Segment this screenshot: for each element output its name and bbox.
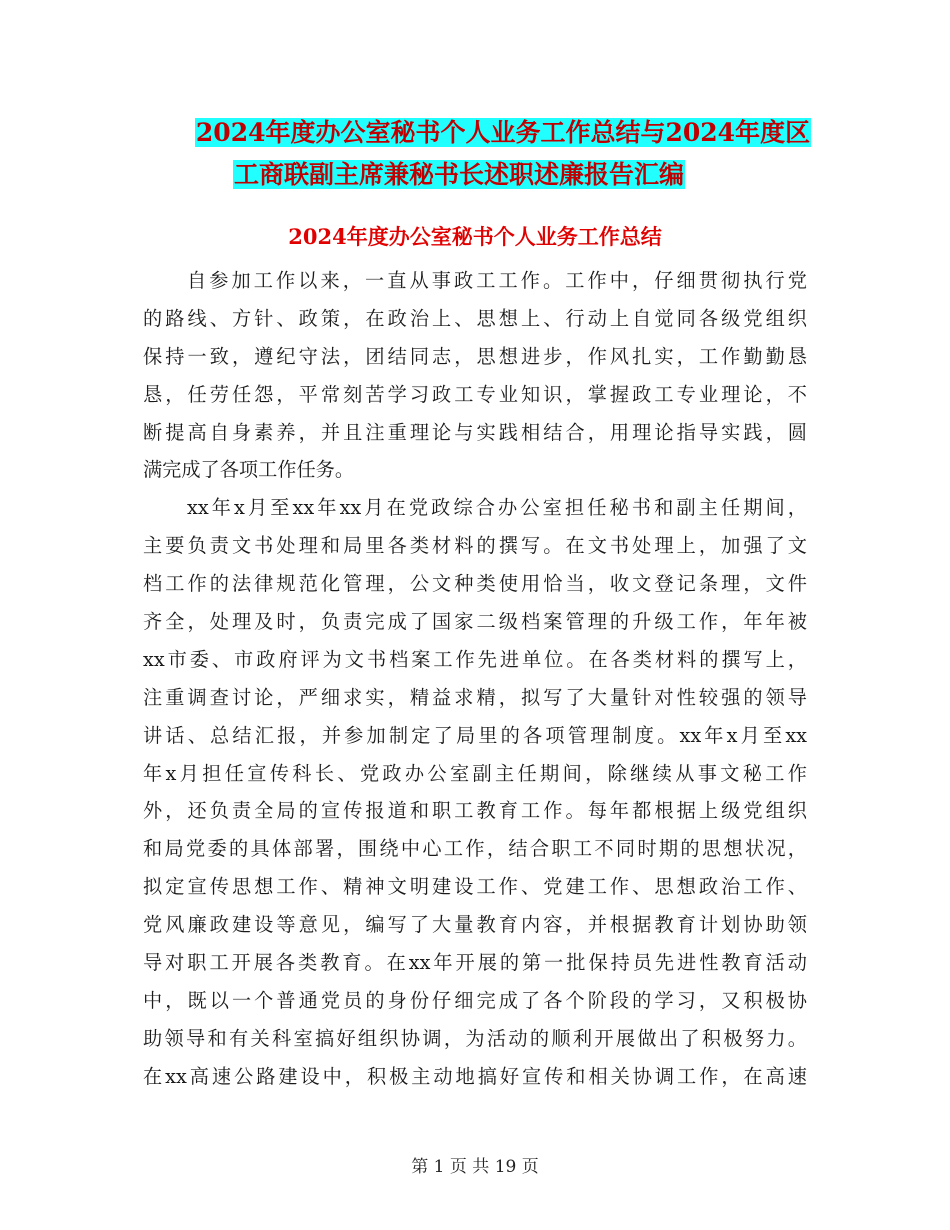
text-line: 中，既以一个普通党员的身份仔细完成了各个阶段的学习，又积极协 — [143, 988, 807, 1012]
text-line: 断提高自身素养，并且注重理论与实践相结合，用理论指导实践，圆 — [143, 420, 807, 444]
body-text — [143, 262, 807, 1096]
text-line: xx市委、市政府评为文书档案工作先进单位。在各类材料的撰写上， — [143, 647, 807, 671]
text-line: 导对职工开展各类教育。在xx年开展的第一批保持员先进性教育活动 — [143, 951, 807, 975]
document-title-line-2 — [0, 157, 934, 193]
text-line: 拟定宣传思想工作、精神文明建设工作、党建工作、思想政治工作、 — [143, 875, 807, 899]
section-title: 2024年度办公室秘书个人业务工作总结 — [288, 224, 662, 249]
text-line: 助领导和有关科室搞好组织协调，为活动的顺利开展做出了积极努力。 — [143, 1026, 807, 1050]
page-footer: 第 1 页 共 19 页 — [411, 1157, 539, 1177]
title-highlight-1: 2024年度办公室秘书个人业务工作总结与2024年度区 — [195, 118, 811, 147]
text-line: xx年x月至xx年xx月在党政综合办公室担任秘书和副主任期间， — [187, 496, 807, 520]
text-line: 满完成了各项工作任务。 — [143, 458, 355, 482]
title-highlight-2: 工商联副主席兼秘书长述职述廉报告汇编 — [233, 160, 684, 189]
text-line: 在xx高速公路建设中，积极主动地搞好宣传和相关协调工作，在高速 — [143, 1064, 807, 1088]
text-line: 齐全，处理及时，负责完成了国家二级档案管理的升级工作，年年被 — [143, 610, 807, 634]
text-line: 党风廉政建设等意见，编写了大量教育内容，并根据教育计划协助领 — [143, 913, 807, 937]
text-line: 恳，任劳任怨，平常刻苦学习政工专业知识，掌握政工专业理论，不 — [143, 382, 807, 406]
text-line: 的路线、方针、政策，在政治上、思想上、行动上自觉同各级党组织 — [143, 306, 807, 330]
text-line: 讲话、总结汇报，并参加制定了局里的各项管理制度。xx年x月至xx — [143, 723, 807, 747]
text-line: 和局党委的具体部署，围绕中心工作，结合职工不同时期的思想状况， — [143, 837, 807, 861]
text-line: 注重调查讨论，严细求实，精益求精，拟写了大量针对性较强的领导 — [143, 685, 807, 709]
text-line: 年x月担任宣传科长、党政办公室副主任期间，除继续从事文秘工作 — [143, 761, 807, 785]
text-line: 自参加工作以来，一直从事政工工作。工作中，仔细贯彻执行党 — [187, 269, 807, 292]
text-line: 档工作的法律规范化管理，公文种类使用恰当，收文登记条理，文件 — [143, 572, 807, 596]
text-line: 保持一致，遵纪守法，团结同志，思想进步，作风扎实，工作勤勤恳 — [143, 344, 807, 368]
document-title-line-1 — [28, 115, 950, 151]
text-line: 主要负责文书处理和局里各类材料的撰写。在文书处理上，加强了文 — [143, 534, 807, 558]
text-line: 外，还负责全局的宣传报道和职工教育工作。每年都根据上级党组织 — [143, 799, 807, 823]
